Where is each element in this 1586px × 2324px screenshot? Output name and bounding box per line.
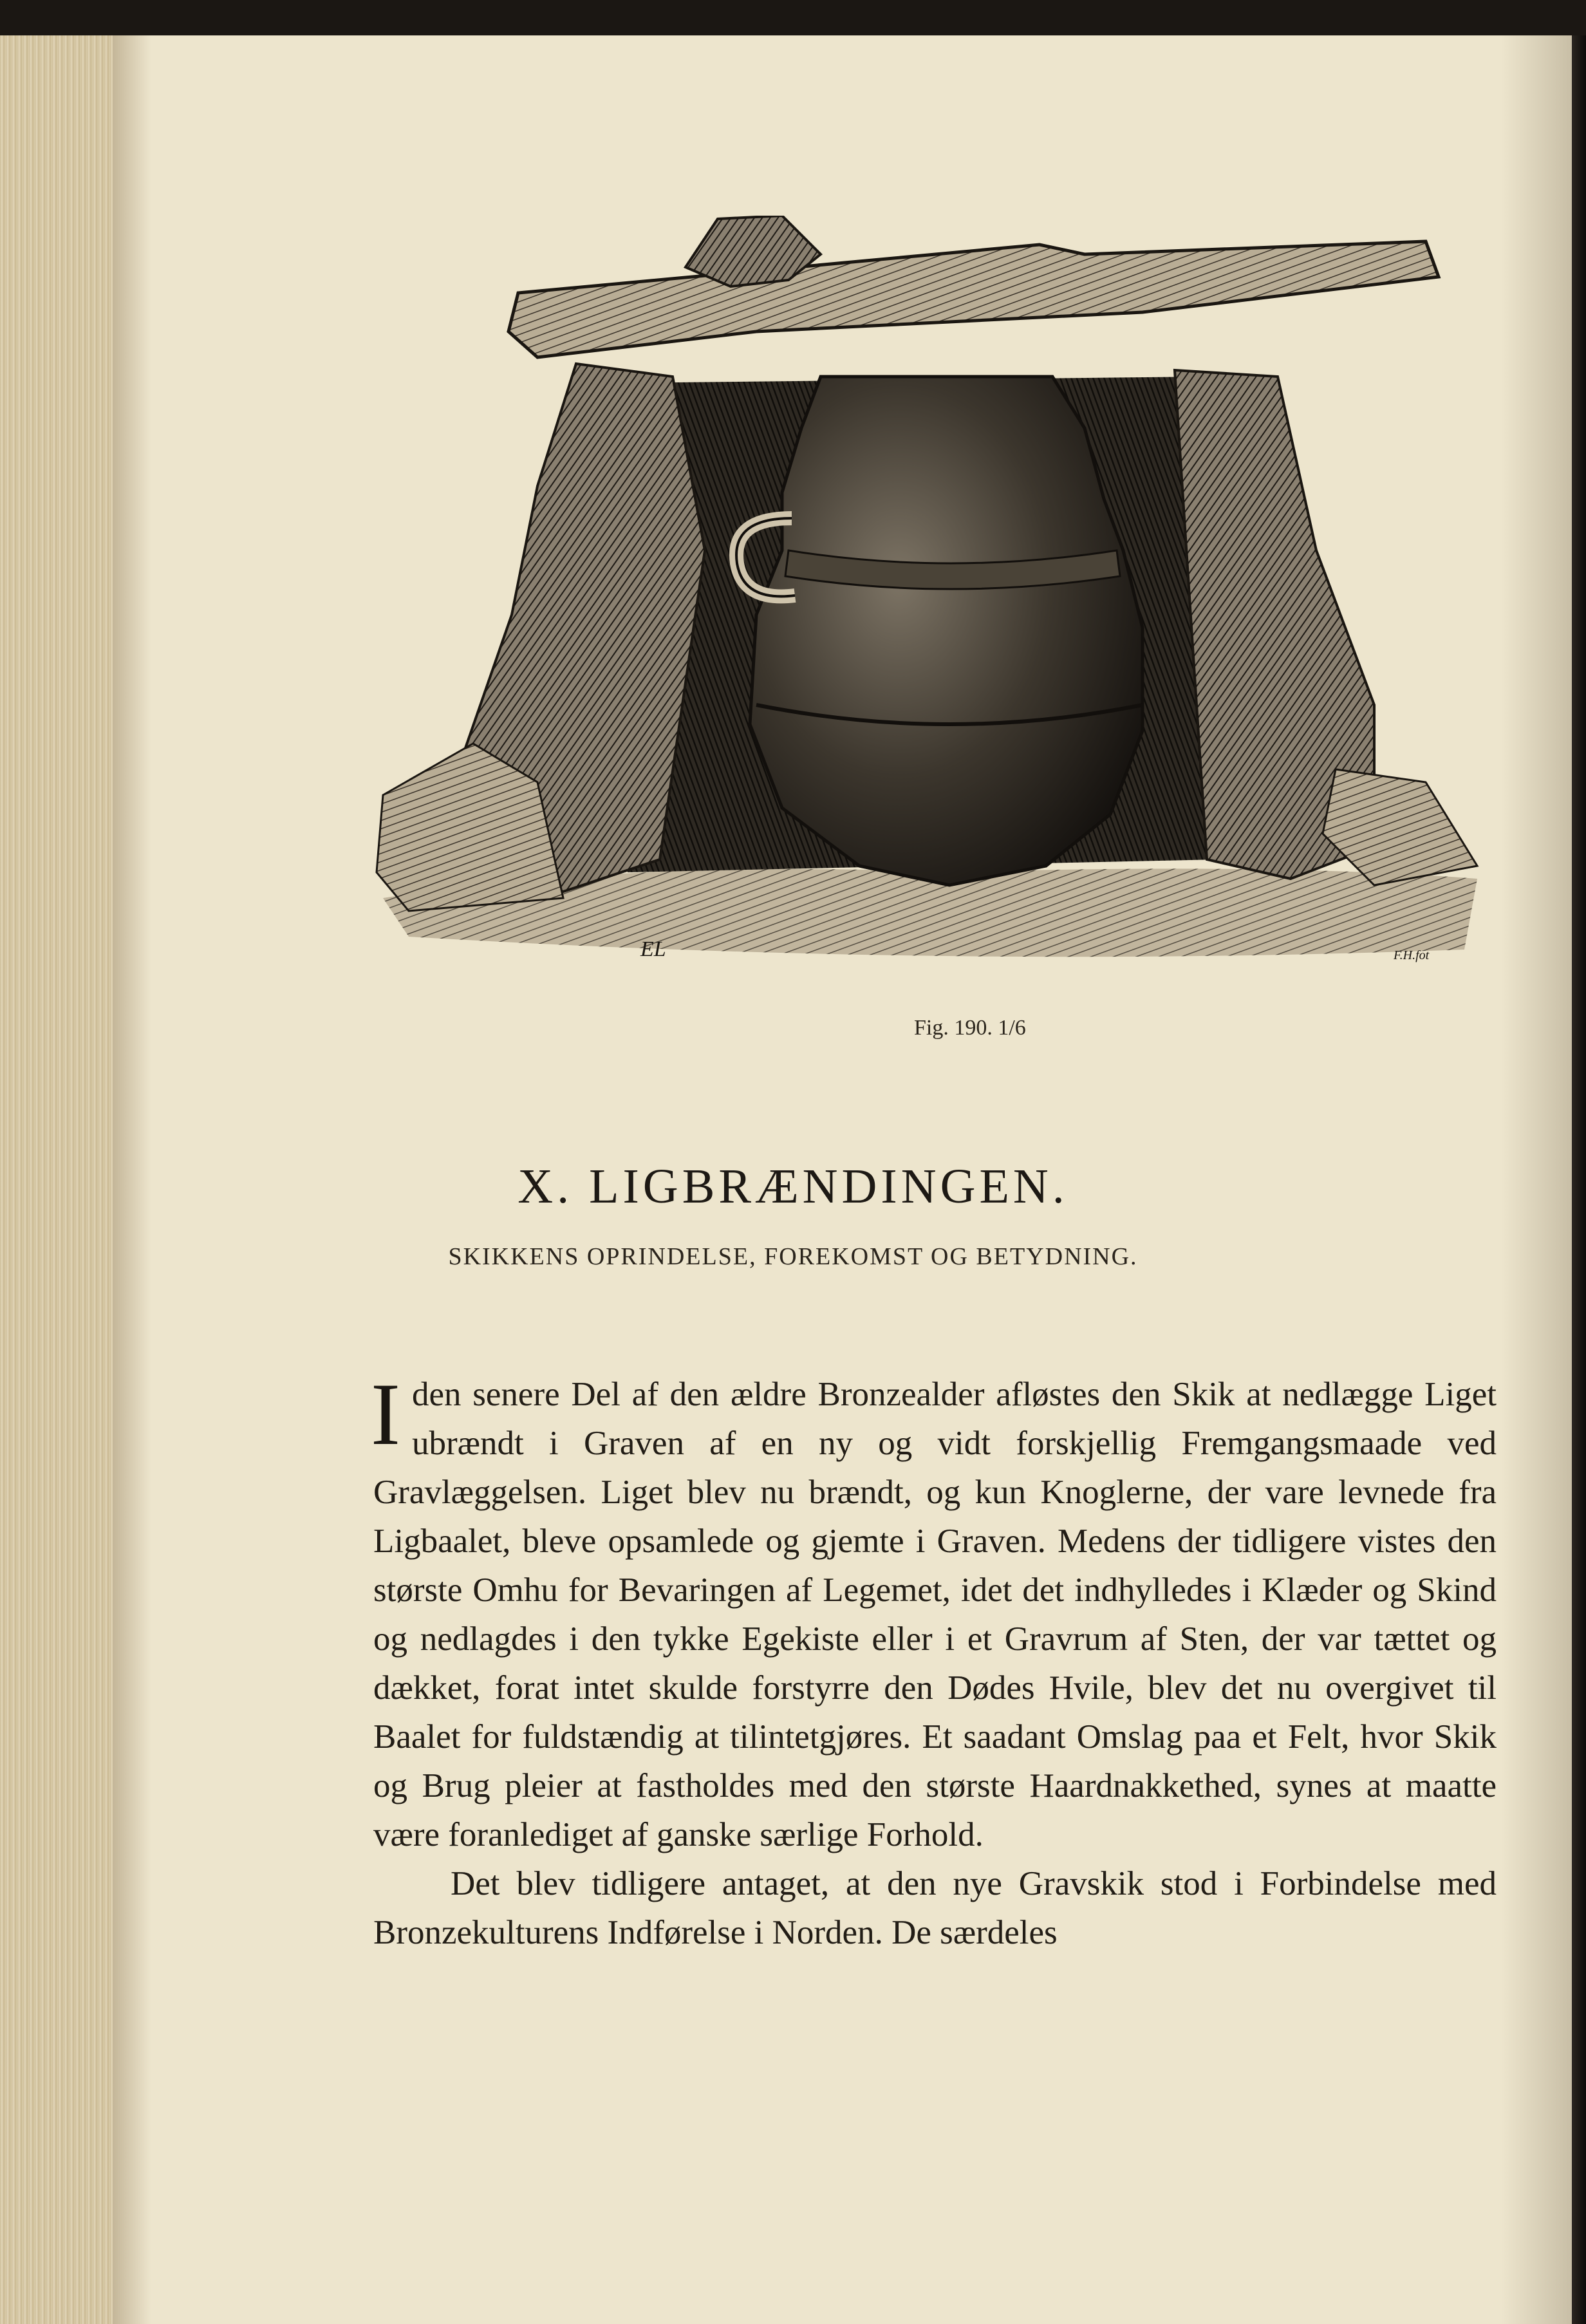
- stone-cist-urn-illustration: [370, 216, 1484, 1001]
- paragraph-1: [371, 1365, 1497, 1859]
- drop-cap: I: [371, 1365, 400, 1463]
- body-text: [371, 1365, 1497, 1957]
- figure-caption-scale: 1/6: [998, 1016, 1026, 1040]
- figure-caption-label: Fig. 190.: [914, 1016, 993, 1040]
- illustrator-initials-right: F.H.fot: [1394, 948, 1430, 962]
- illustrator-initials-left: EL: [640, 937, 666, 961]
- paragraph-2: Det blev tidligere antaget, at den nye Gravskik stod i Forbindelse med Bronzekulturens Indførelse i Norden. De særdeles: [373, 1865, 1497, 1951]
- right-front-stone: [1323, 769, 1477, 885]
- capstone: [508, 241, 1439, 357]
- chapter-subtitle: SKIKKENS OPRINDELSE, FOREKOMST OG BETYDNING.: [448, 1243, 1138, 1270]
- figure-caption: [914, 1016, 1026, 1040]
- urn: [750, 377, 1143, 885]
- chapter-title: X. LIGBRÆNDINGEN.: [518, 1159, 1068, 1214]
- paragraph-1-text: den senere Del af den ældre Bronzealder afløstes den Skik at nedlægge Liget ubrændt i Graven af en ny og vidt forskjellig Fremgangsmaade ved Gravlæggelsen. Liget blev nu brændt, og kun Knoglerne, der vare levnede fra Ligbaalet, bleve opsamlede og gjemte i Graven. Medens der tidligere vistes den største Omhu for Bevaringen af Legemet, idet det indhylledes i Klæder og Skind og nedlagdes i den tykke Egekiste eller i et Gravrum af Sten, der var tættet og dækket, forat intet skulde forstyrre den Dødes Hvile, blev det nu overgivet til Baalet for fuldstændig at tilintetgjøres. Et saadant Omslag paa et Felt, hvor Skik og Brug pleier at fastholdes med den største Haardnakkethed, synes at maatte være foranlediget af ganske særlige Forhold.: [373, 1376, 1497, 1853]
